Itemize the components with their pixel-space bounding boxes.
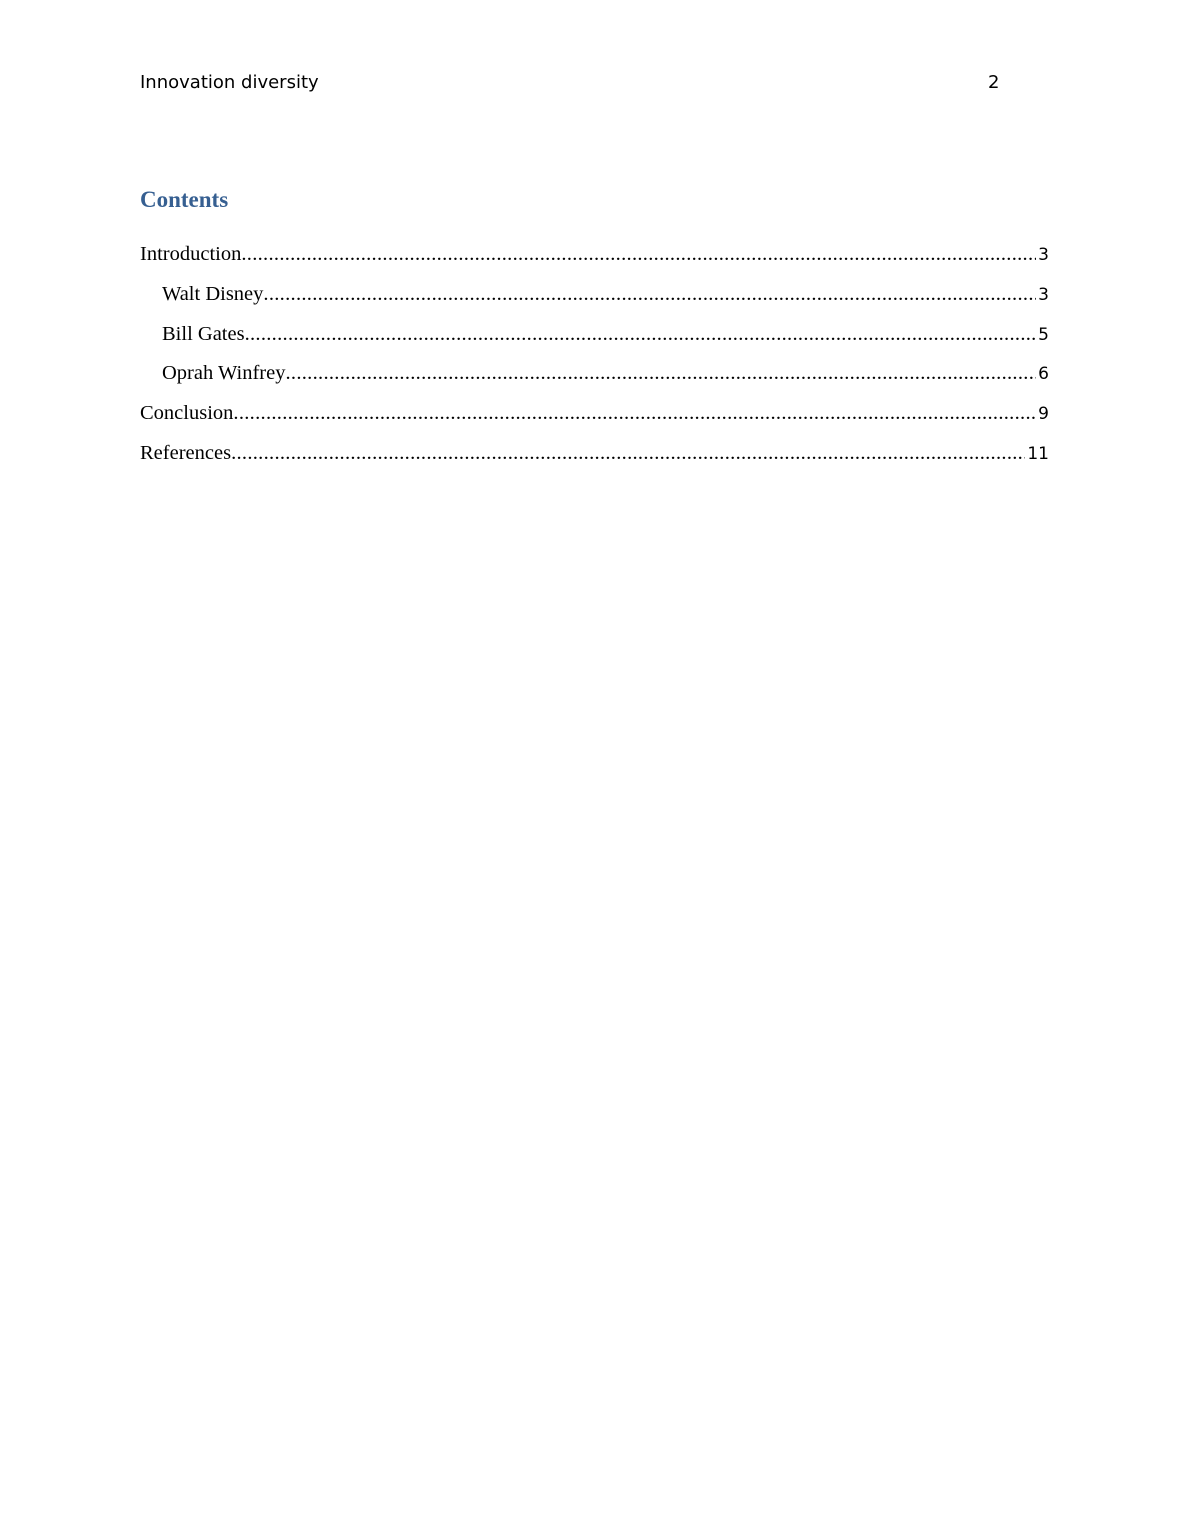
toc-entry-introduction[interactable]: [140, 240, 1049, 280]
toc-entry-references[interactable]: [140, 439, 1049, 479]
toc-dot-leader: [285, 359, 1036, 387]
toc-entry-walt-disney[interactable]: [140, 280, 1049, 320]
toc-entry-page[interactable]: 6: [1038, 364, 1049, 385]
toc-entry-page[interactable]: 11: [1027, 443, 1049, 464]
toc-entry-page[interactable]: 9: [1038, 404, 1049, 425]
table-of-contents: [140, 240, 1049, 479]
toc-entry-title[interactable]: References: [140, 441, 232, 464]
toc-entry-conclusion[interactable]: [140, 399, 1049, 439]
toc-entry-title[interactable]: Bill Gates: [162, 322, 245, 345]
running-head: Innovation diversity: [140, 72, 319, 93]
toc-dot-leader: [263, 280, 1036, 308]
toc-entry-title[interactable]: Introduction: [140, 243, 242, 265]
toc-entry-title[interactable]: Conclusion: [140, 402, 234, 425]
toc-entry-oprah-winfrey[interactable]: [140, 359, 1049, 399]
toc-dot-leader: [241, 240, 1036, 268]
toc-entry-page[interactable]: 3: [1038, 245, 1049, 265]
toc-dot-leader: [245, 320, 1037, 348]
toc-heading: Contents: [140, 187, 229, 212]
toc-entry-page[interactable]: 3: [1038, 284, 1049, 305]
toc-entry-bill-gates[interactable]: [140, 320, 1049, 360]
toc-entry-title[interactable]: Walt Disney: [162, 282, 264, 305]
toc-entry-title[interactable]: Oprah Winfrey: [162, 362, 286, 385]
toc-entry-page[interactable]: 5: [1038, 324, 1049, 345]
toc-dot-leader: [231, 439, 1025, 467]
page-number: 2: [988, 72, 1000, 93]
toc-dot-leader: [233, 399, 1036, 427]
